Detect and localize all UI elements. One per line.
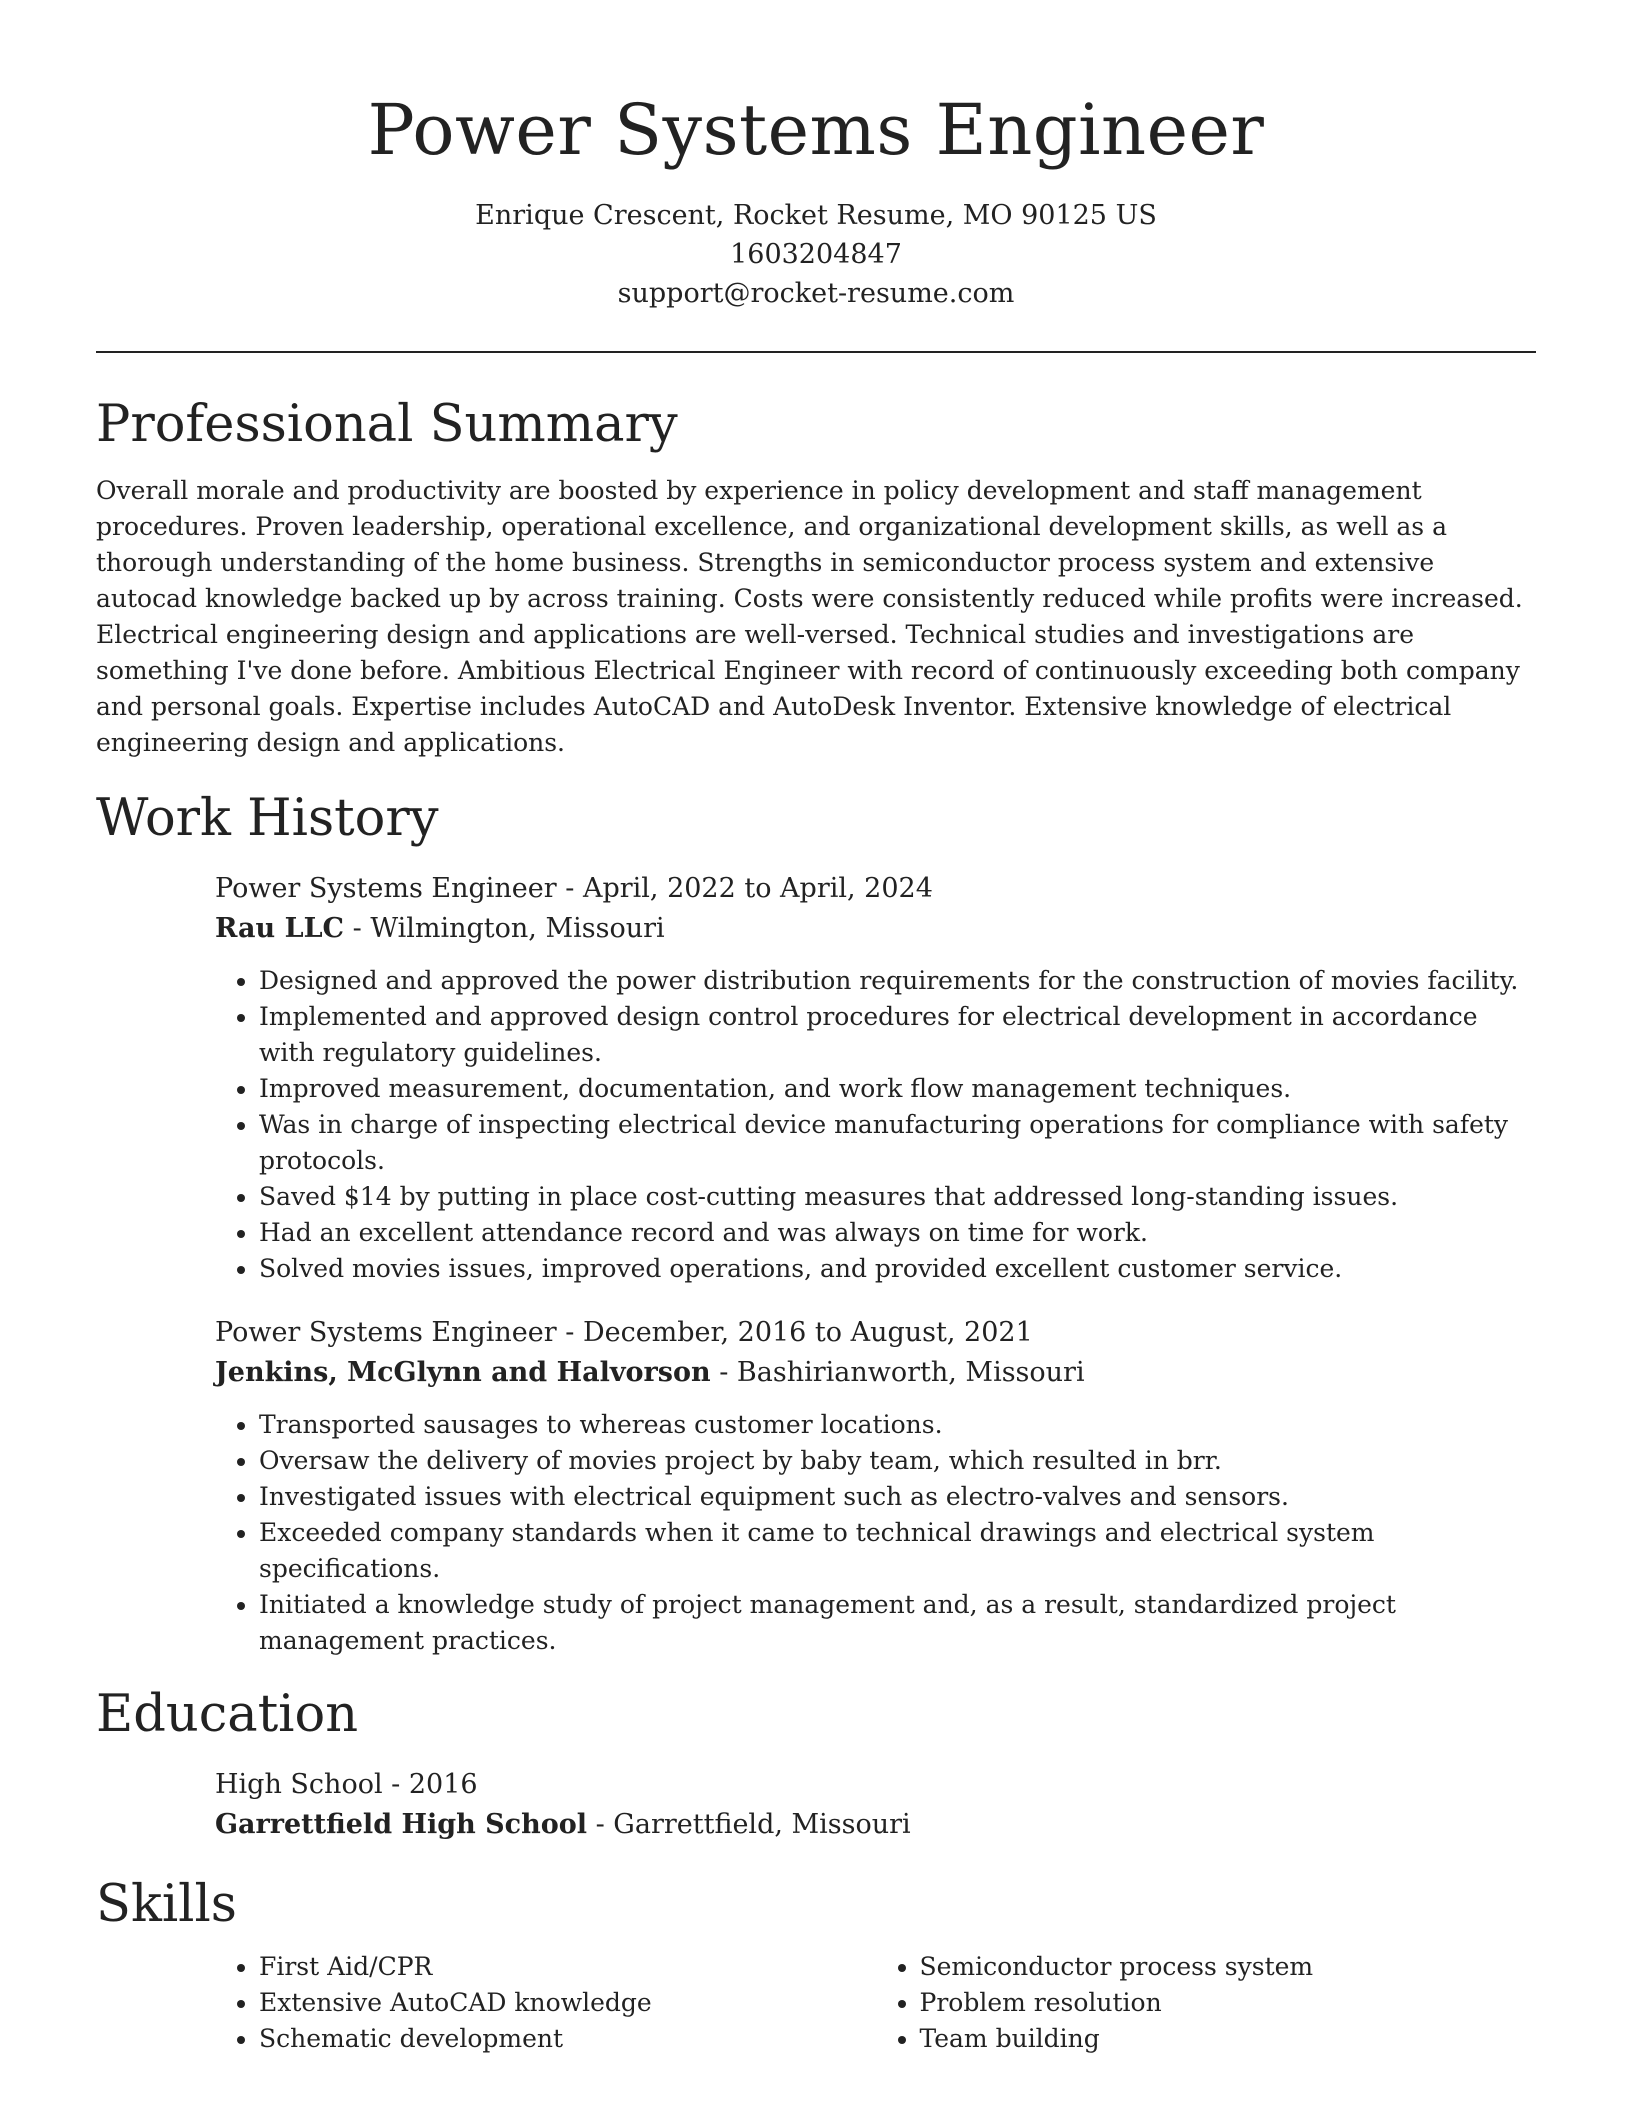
job-entry [215,1313,1536,1659]
summary-text: Overall morale and productivity are boosted by experience in policy development and staff management procedures. Proven leadership, operational excellence, and organizational development skills, as well as a thorough understanding of the home business. Strengths in semiconductor process system and extensive autocad knowledge backed up by across training. Costs were consistently reduced while profits were increased. Electrical engineering design and applications are well-versed. Technical studies and investigations are something I've done before. Ambitious Electrical Engineer with record of continuously exceeding both company and personal goals. Expertise includes AutoCAD and AutoDesk Inventor. Extensive knowledge of electrical engineering design and applications. [96,476,1523,757]
education-entry [215,1765,1536,1845]
contact-block [96,196,1536,313]
list-item: • Schematic development [259,2021,876,2057]
list-item: • Solved movies issues, improved operations, and provided excellent customer service. [259,1251,1536,1287]
list-item: • Implemented and approved design control procedures for electrical development in accordance with regulatory guidelines. [259,999,1536,1071]
contact-address: Enrique Crescent, Rocket Resume, MO 90125 US [475,200,1157,231]
work-heading: Work History [96,789,439,848]
job-company: Jenkins, McGlynn and Halvorson [215,1357,711,1388]
skills-columns [215,1935,1536,2057]
list-item: • Exceeded company standards when it came to technical drawings and electrical system specifications. [259,1515,1536,1587]
job-bullets [215,1407,1536,1659]
education-heading: Education [96,1685,359,1744]
list-item: • Initiated a knowledge study of project management and, as a result, standardized project management practices. [259,1587,1536,1659]
summary-section [96,395,1536,761]
job-location: - Wilmington, Missouri [344,913,665,944]
education-location: - Garrettfield, Missouri [587,1809,911,1840]
header-divider [96,351,1536,353]
work-section [96,789,1536,1659]
skills-list-left [215,1949,876,2057]
education-degree-line: High School - 2016 [215,1769,478,1800]
job-location: - Bashirianworth, Missouri [710,1357,1085,1388]
education-school-line [215,1805,1536,1845]
job-company-line [215,909,1536,949]
list-item: • Oversaw the delivery of movies project by baby team, which resulted in brr. [259,1443,1536,1479]
list-item: • Investigated issues with electrical equipment such as electro-valves and sensors. [259,1479,1536,1515]
list-item: • First Aid/CPR [259,1949,876,1985]
resume-title: Power Systems Engineer [367,89,1265,171]
job-company: Rau LLC [215,913,345,944]
list-item: • Was in charge of inspecting electrical device manufacturing operations for compliance with safety protocols. [259,1107,1536,1179]
job-company-line [215,1353,1536,1393]
list-item: • Extensive AutoCAD knowledge [259,1985,876,2021]
list-item: • Had an excellent attendance record and was always on time for work. [259,1215,1536,1251]
skills-list-right [876,1949,1537,2057]
resume-header [96,0,1536,313]
list-item: • Semiconductor process system [920,1949,1537,1985]
list-item: • Designed and approved the power distribution requirements for the construction of movies facility. [259,963,1536,999]
list-item: • Team building [920,2021,1537,2057]
job-entry [215,869,1536,1287]
list-item: • Saved $14 by putting in place cost-cutting measures that addressed long-standing issues. [259,1179,1536,1215]
list-item: • Transported sausages to whereas customer locations. [259,1407,1536,1443]
education-school: Garrettfield High School [215,1809,587,1840]
job-title-line: Power Systems Engineer - April, 2022 to April, 2024 [215,873,933,904]
job-bullets [215,963,1536,1287]
skills-heading: Skills [96,1875,237,1934]
list-item: • Problem resolution [920,1985,1537,2021]
education-section [96,1685,1536,1845]
summary-heading: Professional Summary [96,395,678,454]
skills-section [96,1875,1536,2057]
job-title-line: Power Systems Engineer - December, 2016 to August, 2021 [215,1317,1033,1348]
contact-phone: 1603204847 [730,239,902,270]
contact-email: support@rocket-resume.com [617,278,1015,309]
list-item: • Improved measurement, documentation, and work flow management techniques. [259,1071,1536,1107]
